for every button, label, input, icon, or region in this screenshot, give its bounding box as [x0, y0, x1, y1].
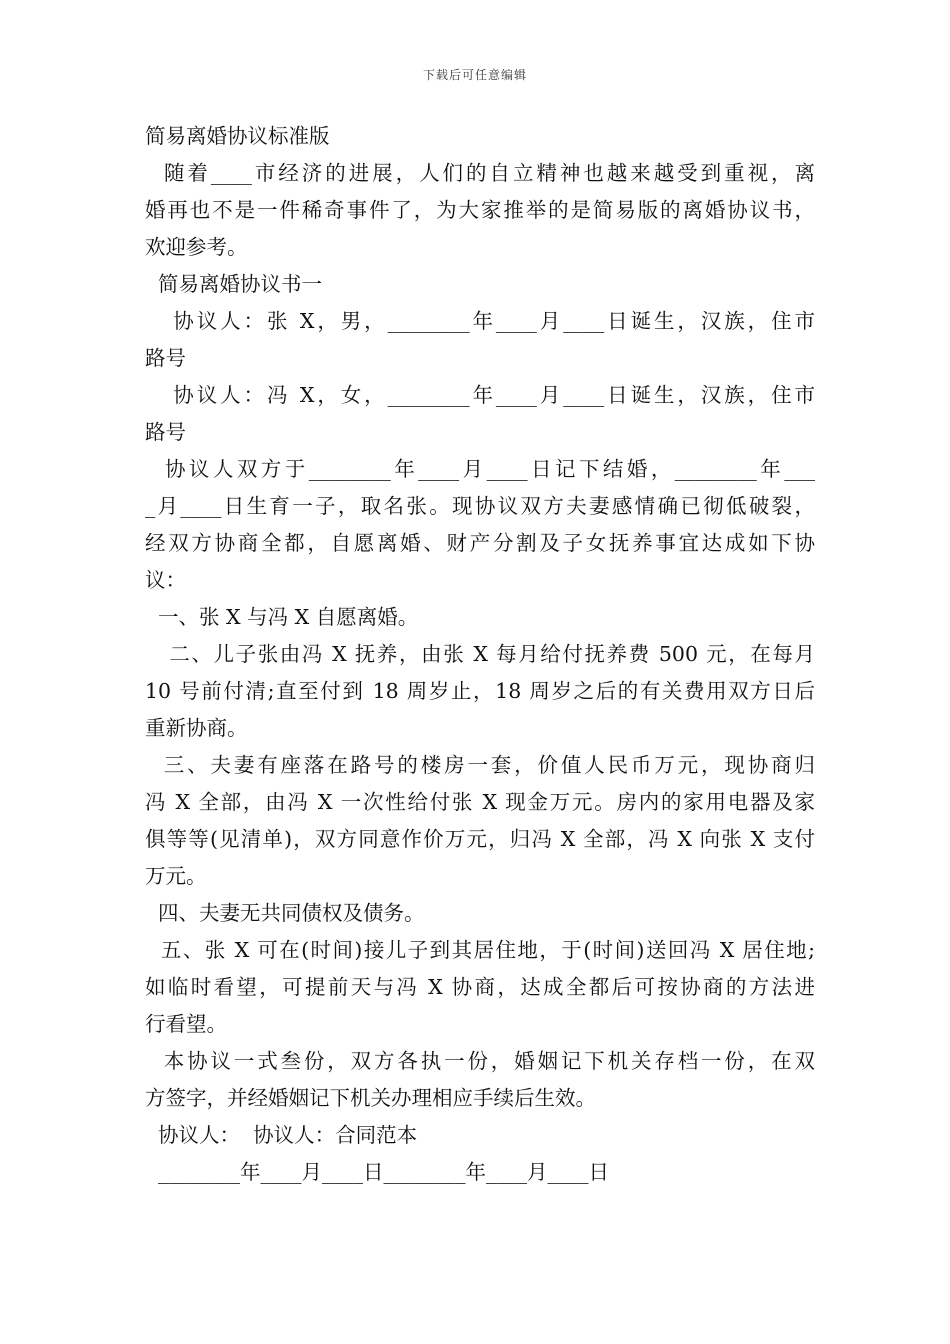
- document-line: 简易离婚协议书一: [145, 272, 323, 296]
- document-line: 冯 X 全部，由冯 X 一次性给付张 X 现金万元。房内的家用电器及家: [145, 790, 815, 814]
- document-line: 重新协商。: [145, 716, 248, 740]
- document-line: 本协议一式叁份，双方各执一份，婚姻记下机关存档一份，在双: [145, 1049, 815, 1073]
- document-line: 经双方协商全都，自愿离婚、财产分割及子女抚养事宜达成如下协: [145, 531, 815, 555]
- document-line: 路号: [145, 346, 186, 370]
- document-line: 欢迎参考。: [145, 235, 248, 259]
- document-line: 四、夫妻无共同债权及债务。: [145, 901, 425, 925]
- document-line: 协议人：冯 X，女，________年____月____日诞生，汉族，住市: [145, 383, 815, 407]
- document-line: ________年____月____日________年____月____日: [145, 1160, 610, 1184]
- document-line: 二、儿子张由冯 X 抚养，由张 X 每月给付抚养费 500 元，在每月: [145, 642, 815, 666]
- document-line: 俱等等(见清单)，双方同意作价万元，归冯 X 全部，冯 X 向张 X 支付: [145, 827, 815, 851]
- document-line: 协议人双方于________年____月____日记下结婚，________年___: [145, 457, 815, 481]
- document-line: 行看望。: [145, 1012, 227, 1036]
- document-line: 五、张 X 可在(时间)接儿子到其居住地，于(时间)送回冯 X 居住地;: [145, 938, 815, 962]
- document-line: 路号: [145, 420, 186, 444]
- document-line: 议：: [145, 568, 186, 592]
- document-title: 简易离婚协议标准版: [145, 124, 330, 148]
- document-line: 10 号前付清;直至付到 18 周岁止，18 周岁之后的有关费用双方日后: [145, 679, 815, 703]
- document-line: 如临时看望，可提前天与冯 X 协商，达成全都后可按协商的方法进: [145, 975, 815, 999]
- document-line: 万元。: [145, 864, 207, 888]
- paragraph-lines: [145, 155, 815, 1191]
- document-line: 一、张 X 与冯 X 自愿离婚。: [145, 605, 419, 629]
- document-line: 协议人：张 X，男，________年____月____日诞生，汉族，住市: [145, 309, 815, 333]
- document-line: 随着____市经济的进展，人们的自立精神也越来越受到重视，离: [145, 161, 815, 185]
- document-line: 方签字，并经婚姻记下机关办理相应手续后生效。: [145, 1086, 596, 1110]
- document-body: [145, 118, 815, 1191]
- document-line: 婚再也不是一件稀奇事件了，为大家推举的是简易版的离婚协议书，: [145, 198, 815, 222]
- document-line: _月____日生育一子，取名张。现协议双方夫妻感情确已彻低破裂，: [145, 494, 815, 518]
- header-note: 下载后可任意编辑: [422, 68, 527, 82]
- document-line: 三、夫妻有座落在路号的楼房一套，价值人民币万元，现协商归: [145, 753, 815, 777]
- document-line: 协议人： 协议人：合同范本: [145, 1123, 418, 1147]
